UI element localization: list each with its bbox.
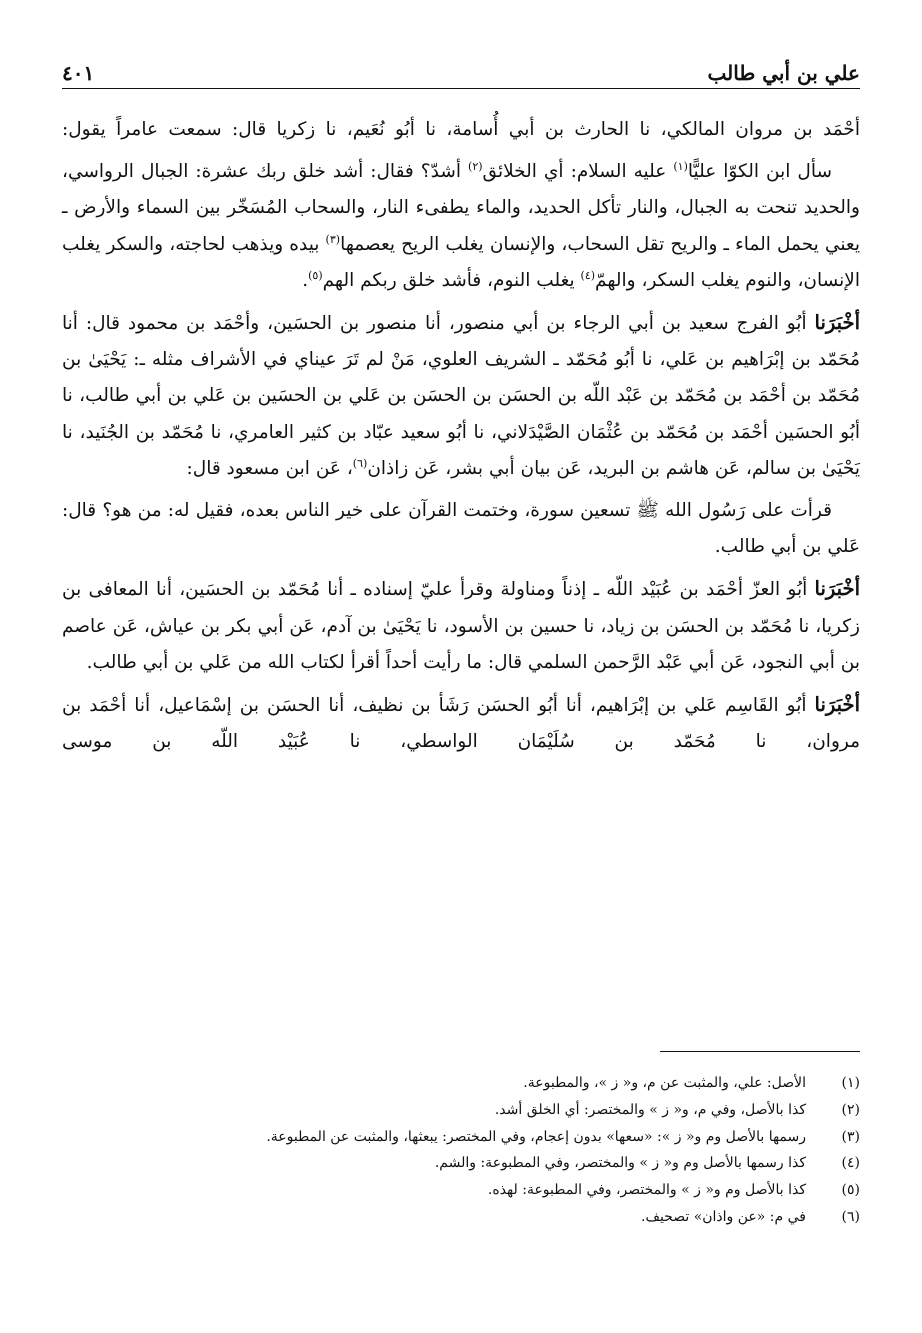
footnote — [62, 1204, 860, 1231]
akhbarana-lead: أخْبَرَنا — [814, 693, 860, 717]
footnote-text: كذا بالأصل وم و« ز » والمختصر، وفي المطبوعة: لهذه. — [487, 1182, 806, 1199]
footnote-number: (٤) — [841, 1155, 860, 1172]
running-title: علي بن أبي طالب — [707, 61, 860, 85]
footnote-text: الأصل: علي، والمثبت عن م، و« ز »، والمطبوعة. — [523, 1075, 806, 1091]
paragraph-1: أحْمَد بن مروان المالكي، نا الحارث بن أبي أُسامة، نا أبُو نُعَيم، نا زكريا قال: سمعت عامراً يقول: — [62, 119, 860, 140]
footnote — [62, 1097, 860, 1124]
main-text — [62, 112, 860, 766]
footnote-number: (٥) — [841, 1182, 860, 1199]
footnote-number: (٣) — [841, 1128, 860, 1145]
page-number: ٤٠١ — [62, 61, 95, 85]
footnote-ref-2[interactable]: (٢) — [468, 160, 483, 174]
footnote-ref-3[interactable]: (٣) — [325, 232, 341, 246]
footnote-number: (١) — [841, 1075, 860, 1091]
akhbarana-lead: أخْبَرَنا — [814, 577, 860, 601]
paragraph-2: سأل ابن الكوّا عليًّا$^{(١)}$ عليه السلام: أي الخلائق$^{(٢)}$ أشدّ؟ فقال: أشد خلق ربك عشرة: الجبال الرواسي، والحديد تنحت به الجبال، والنار تأكل الحديد، والماء يطفىء النار، والسحاب المُسَخّر بين السماء والأرض ـ يعني يحمل الماء ـ والريح تقل السحاب، والإنسان يغلب الريح يعصمها$^{(٣)}$ بيده ويذهب لحاجته، والسكر يغلب الإنسان، والنوم يغلب السكر، والهمّ$^{(٤)}$ يغلب النوم، فأشد خلق ربكم الهم$^{(٥)}$. — [62, 160, 860, 291]
footnote-separator — [660, 1051, 860, 1052]
footnote-ref-4[interactable]: (٤) — [580, 268, 596, 282]
paragraph-4: قرأت على رَسُول الله ﷺ تسعين سورة، وختمت القرآن على خير الناس بعده، فقيل له: من هو؟ قال: عَلي بن أبي طالب. — [62, 500, 860, 558]
paragraph-6: أخْبَرَنا أبُو القَاسِم عَلي بن إبْرَاهيم، أنا أبُو الحسَن رَشَأ بن نظيف، أنا الحسَن بن إسْمَاعيل، أنا أحْمَد بن مروان، نا مُحَمّد بن سُلَيْمَان الواسطي، نا عُبَيْد اللّه بن موسى — [62, 693, 860, 753]
footnote — [62, 1177, 860, 1204]
paragraph-3: أخْبَرَنا أبُو الفرج سعيد بن أبي الرجاء بن أبي منصور، أنا منصور بن الحسَين، وأحْمَد بن محمود قال: أنا مُحَمّد بن إبْرَاهيم بن عَلي، نا أبُو مُحَمّد ـ الشريف العلوي، مَنْ لم تَرَ عيناي في الأشراف مثله ـ: يَحْيَىٰ بن مُحَمّد بن أحْمَد بن مُحَمّد بن عَبْد اللّه بن الحسَن بن الحسَن بن عَلي بن الحسَين بن عَلي بن أبي طالب، نا أبُو الحسَين أحْمَد بن مُحَمّد بن عُثْمَان الصَّيْدَلاني، نا أبُو سعيد عبّاد بن كثير العامري، نا مُحَمّد بن الجُنَيد، نا يَحْيَىٰ بن سالم، عَن هاشم بن البريد، عَن بيان أبي بشر، عَن زاذان$^{(٦)}$، عَن ابن مسعود قال: — [62, 311, 860, 479]
footnote — [62, 1070, 860, 1097]
footnote-ref-6[interactable]: (٦) — [352, 456, 368, 470]
footnote-text: كذا بالأصل، وفي م، و« ز » والمختصر: أي الخلق أشد. — [494, 1101, 806, 1118]
footnote — [62, 1124, 860, 1151]
running-header — [62, 52, 860, 89]
footnote — [62, 1150, 860, 1177]
footnote-number: (٦) — [841, 1208, 860, 1225]
footnote-text: كذا رسمها بالأصل وم و« ز » والمختصر، وفي المطبوعة: والشم. — [434, 1155, 806, 1172]
akhbarana-lead: أخْبَرَنا — [814, 311, 860, 335]
footnote-ref-1[interactable]: (١) — [673, 160, 688, 174]
footnote-number: (٢) — [841, 1101, 860, 1118]
footnote-ref-5[interactable]: (٥) — [308, 268, 323, 282]
footnotes — [62, 1070, 860, 1231]
paragraph-5: أخْبَرَنا أبُو العزّ أحْمَد بن عُبَيْد اللّه ـ إذناً ومناولة وقرأ عليّ إسناده ـ أنا مُحَمّد بن الحسَين، أنا المعافى بن زكريا، نا مُحَمّد بن الحسَن بن زياد، نا حسين بن الأسود، نا يَحْيَىٰ بن آدم، عَن أبي بكر بن عياش، عَن عاصم بن أبي النجود، عَن أبي عَبْد الرَّحمن السلمي قال: ما رأيت أحداً أقرأ لكتاب الله من عَلي بن أبي طالب. — [62, 577, 860, 673]
footnote-text: رسمها بالأصل وم و« ز »: «سعها» بدون إعجام، وفي المختصر: يبعثها، والمثبت عن المطبوعة. — [266, 1128, 806, 1145]
footnote-text: في م: «عن واذان» تصحيف. — [641, 1208, 806, 1225]
